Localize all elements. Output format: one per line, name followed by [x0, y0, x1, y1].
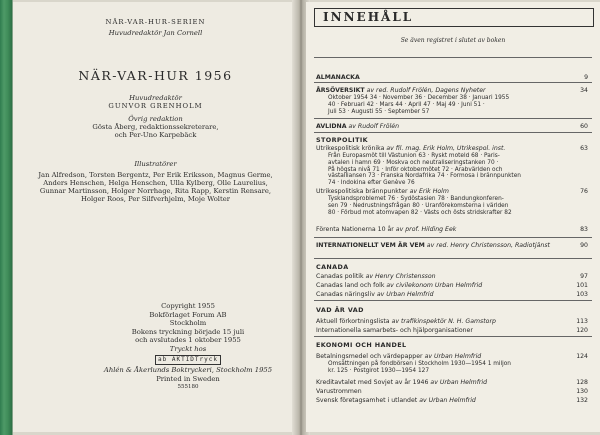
toc-entry [316, 74, 588, 81]
toc-section-label: EKONOMI OCH HANDEL [316, 341, 407, 349]
toc-entry-title [316, 226, 570, 233]
toc-page-number: 132 [576, 397, 588, 404]
toc-entry-author: av Erik Holm [409, 188, 449, 195]
toc-entry-name: Internationella samarbets- och hjälporganisationer [316, 327, 473, 334]
toc-page-number: 97 [580, 273, 588, 280]
toc-entry-title [316, 273, 570, 280]
toc-subentry: Från Europasmöt till Västunion 63 · Ryskt moteld 68 · Paris- [328, 153, 500, 159]
toc-entry-author: av Rudolf Frölén [348, 123, 400, 130]
toc-entry-title [316, 291, 570, 298]
other-editors-label: Övrig redaktion [128, 115, 183, 123]
title-page [13, 2, 298, 432]
toc-entry [316, 379, 588, 386]
toc-section-label: INTERNATIONELLT VEM ÄR VEM [316, 242, 425, 249]
toc-subentry: 80 · Förbud mot atomvapen 82 · Västs och östs stridskrafter 82 [328, 209, 512, 216]
toc-entry-author: av red. Henry Christensson, Radiotjänst [426, 242, 550, 249]
toc-subentry: 74 · Indokina efter Genève 76 [328, 180, 415, 187]
contents-header [314, 8, 594, 27]
divider [314, 57, 592, 58]
toc-subentry: Oktober 1954 34 · November 36 · December 38 · Januari 1955 [328, 95, 510, 101]
toc-entry-title [316, 242, 570, 249]
toc-page-number: 130 [576, 388, 588, 395]
toc-section-label: VAD ÄR VAD [316, 306, 364, 314]
toc-entry-name: Svensk företagsamhet i utlandet [316, 397, 418, 404]
toc-page-number: 76 [580, 188, 588, 195]
toc-section-label: ALMANACKA [316, 74, 360, 81]
toc-entry-title [316, 388, 570, 395]
toc-entry-name: Aktuell förkortningslista [316, 318, 390, 325]
toc-entry [316, 87, 588, 94]
book-title: NÄR-VAR-HUR 1956 [78, 68, 233, 83]
copyright: Copyright 1955 [161, 302, 215, 310]
toc-entry-title [316, 188, 570, 195]
toc-subentry: Juli 53 · Augusti 55 · September 57 [328, 108, 430, 115]
divider [314, 132, 592, 133]
toc-entry [316, 318, 588, 325]
toc-entry [316, 327, 588, 334]
toc-subentry: västalliansen 73 · Franska Nordafrika 74 · Formosa i brännpunkten [328, 173, 521, 180]
toc-entry-author: av prof. Hilding Eek [395, 226, 457, 233]
imprint-block [103, 302, 273, 392]
toc-page-number: 101 [576, 282, 588, 289]
toc-section-heading [316, 263, 588, 271]
toc-entry [316, 145, 588, 152]
contents-title: INNEHÅLL [323, 10, 414, 24]
other-editors-line: och Per-Uno Karpebäck [114, 131, 197, 139]
toc-page-number: 34 [580, 87, 588, 94]
toc-entry-author: av Urban Helmfrid [419, 397, 476, 404]
toc-page-number: 63 [580, 145, 588, 152]
toc-entry-name: Förenta Nationerna 10 år [316, 226, 394, 233]
series-editor: Huvudredaktör Jan Cornell [108, 29, 203, 37]
toc-entry-title [316, 327, 570, 334]
divider [314, 118, 592, 119]
toc-subentry: Tysklandsproblemet 76 · Sydöstasien 78 · Bandungkonferen- [328, 196, 504, 202]
toc-entry-title [316, 282, 570, 289]
toc-entry-title [316, 145, 570, 152]
toc-entry-title [316, 74, 570, 81]
toc-entry-title [316, 87, 570, 94]
series-name: NÄR-VAR-HUR-SERIEN [105, 18, 206, 26]
toc-entry-author: av Urban Helmfrid [430, 379, 488, 386]
illustrators-line: Jan Alfredson, Torsten Bergentz, Per Erik Eriksson, Magnus Germe, [38, 171, 273, 179]
print-number: 555180 [177, 384, 199, 391]
toc-page-number: 124 [576, 353, 588, 360]
print-start: Bokens tryckning började 15 juli [131, 327, 245, 336]
divider [314, 82, 592, 83]
toc-entry-title [316, 397, 570, 404]
toc-entry-name: Canadas näringsliv [316, 291, 375, 298]
illustrators-line: Anders Henschen, Helga Henschen, Ulla Kylberg, Olle Laurelius, [43, 179, 268, 187]
toc-entry-title [316, 379, 570, 386]
toc-entry [316, 353, 588, 360]
toc-subentry: Omsättningen på fondbörsen i Stockholm 1930—1954 1 miljon [328, 361, 511, 367]
toc-section-label: STORPOLITIK [316, 136, 368, 144]
divider [314, 300, 592, 301]
print-end: och avslutades 1 oktober 1955 [135, 336, 241, 345]
toc-entry-author: av Urban Helmfrid [376, 291, 434, 298]
toc-page-number: 83 [580, 226, 588, 233]
printer-name: Ahlén & Åkerlunds Boktryckeri, Stockholm 1955 [103, 366, 273, 375]
toc-section-label: AVLIDNA [316, 123, 347, 130]
toc-page-number: 9 [584, 74, 588, 81]
toc-entry [316, 242, 588, 249]
toc-entry-title [316, 123, 570, 130]
toc-entry-name: Betalningsmedel och värdepapper [316, 353, 423, 360]
toc-page-number: 60 [580, 123, 588, 130]
toc-subentry: 40 · Februari 42 · Mars 44 · April 47 · Maj 49 · Juni 51 · [328, 101, 485, 108]
toc-entry [316, 226, 588, 233]
toc-page-number: 128 [576, 379, 588, 386]
toc-entry-author: av trafikinspektör N. H. Gamstorp [391, 318, 496, 325]
toc-page-number: 103 [576, 291, 588, 298]
toc-entry [316, 291, 588, 298]
toc-entry [316, 282, 588, 289]
toc-subentry: sen 79 · Nedrustningsfrågan 80 · Uranförekomsterna i världen [328, 202, 509, 209]
toc-entry-author: av Urban Helmfrid [424, 353, 482, 360]
publisher: Bokförlaget Forum AB [149, 310, 227, 319]
illustrators-line: Gunnar Martinsson, Holger Norrhage, Rita Rapp, Kerstin Rensare, [39, 187, 272, 195]
editor-name: GUNVOR GRENHOLM [108, 102, 203, 110]
toc-page-number: 113 [576, 318, 588, 325]
printer-logo-row [108, 355, 268, 366]
divider [314, 237, 592, 238]
illustrators-label: Illustratörer [134, 160, 177, 168]
toc-entry-title [316, 318, 570, 325]
toc-entry-name: Varustrommen [316, 388, 362, 395]
toc-entry-name: Canadas politik [316, 273, 364, 280]
divider [314, 258, 592, 259]
toc-subentry: På högsta nivå 71 · Inför oktobermötet 72 · Arabvärlden och [328, 166, 503, 173]
publisher-city: Stockholm [169, 319, 207, 328]
toc-entry [316, 388, 588, 395]
toc-entry-author: av civilekonom Urban Helmfrid [386, 282, 483, 289]
toc-entry-author: av Henry Christensson [365, 273, 436, 280]
toc-section-heading [316, 341, 588, 349]
toc-page-number: 120 [576, 327, 588, 334]
toc-entry-name: Canadas land och folk [316, 282, 385, 289]
printed-in: Printed in Sweden [156, 374, 220, 383]
register-note: Se även registret i slutet av boken [400, 37, 506, 44]
toc-entry-name: Utrikespolitiska brännpunkter [316, 188, 408, 195]
toc-section-heading [316, 306, 588, 314]
printed-at-label: Tryckt hos [169, 344, 207, 353]
toc-entry-title [316, 353, 570, 360]
editor-label: Huvudredaktör [129, 94, 182, 102]
toc-entry [316, 123, 588, 130]
toc-entry-name: Utrikespolitisk krönika [316, 145, 385, 152]
toc-entry [316, 188, 588, 195]
toc-entry [316, 397, 588, 404]
toc-section-label: CANADA [316, 263, 349, 271]
toc-section-label: ÅRSÖVERSIKT [316, 87, 365, 94]
toc-entry [316, 273, 588, 280]
toc-subentry: kr. 125 · Postgirot 1930—1954 127 [328, 367, 430, 374]
other-editors-line: Gösta Åberg, redaktionssekreterare, [92, 123, 219, 131]
illustrators-line: Holger Roos, Per Silfverhjelm, Moje Wolter [80, 195, 230, 203]
toc-page-number: 90 [580, 242, 588, 249]
toc-entry-author: av fil. mag. Erik Holm, Utrikespol. inst. [386, 145, 506, 152]
printer-logo: ab AKTIDTryck [155, 355, 221, 366]
toc-entry-author: av red. Rudolf Frölén, Dagens Nyheter [366, 87, 486, 94]
toc-section-heading [316, 136, 588, 144]
toc-subentry: avtalen i hamn 69 · Moskva och neutraliseringstanken 70 · [328, 159, 499, 166]
contents-page [306, 2, 600, 432]
toc-entry-name: Kreditavtalet med Sovjet av år 1946 [316, 379, 429, 386]
divider [314, 336, 592, 337]
